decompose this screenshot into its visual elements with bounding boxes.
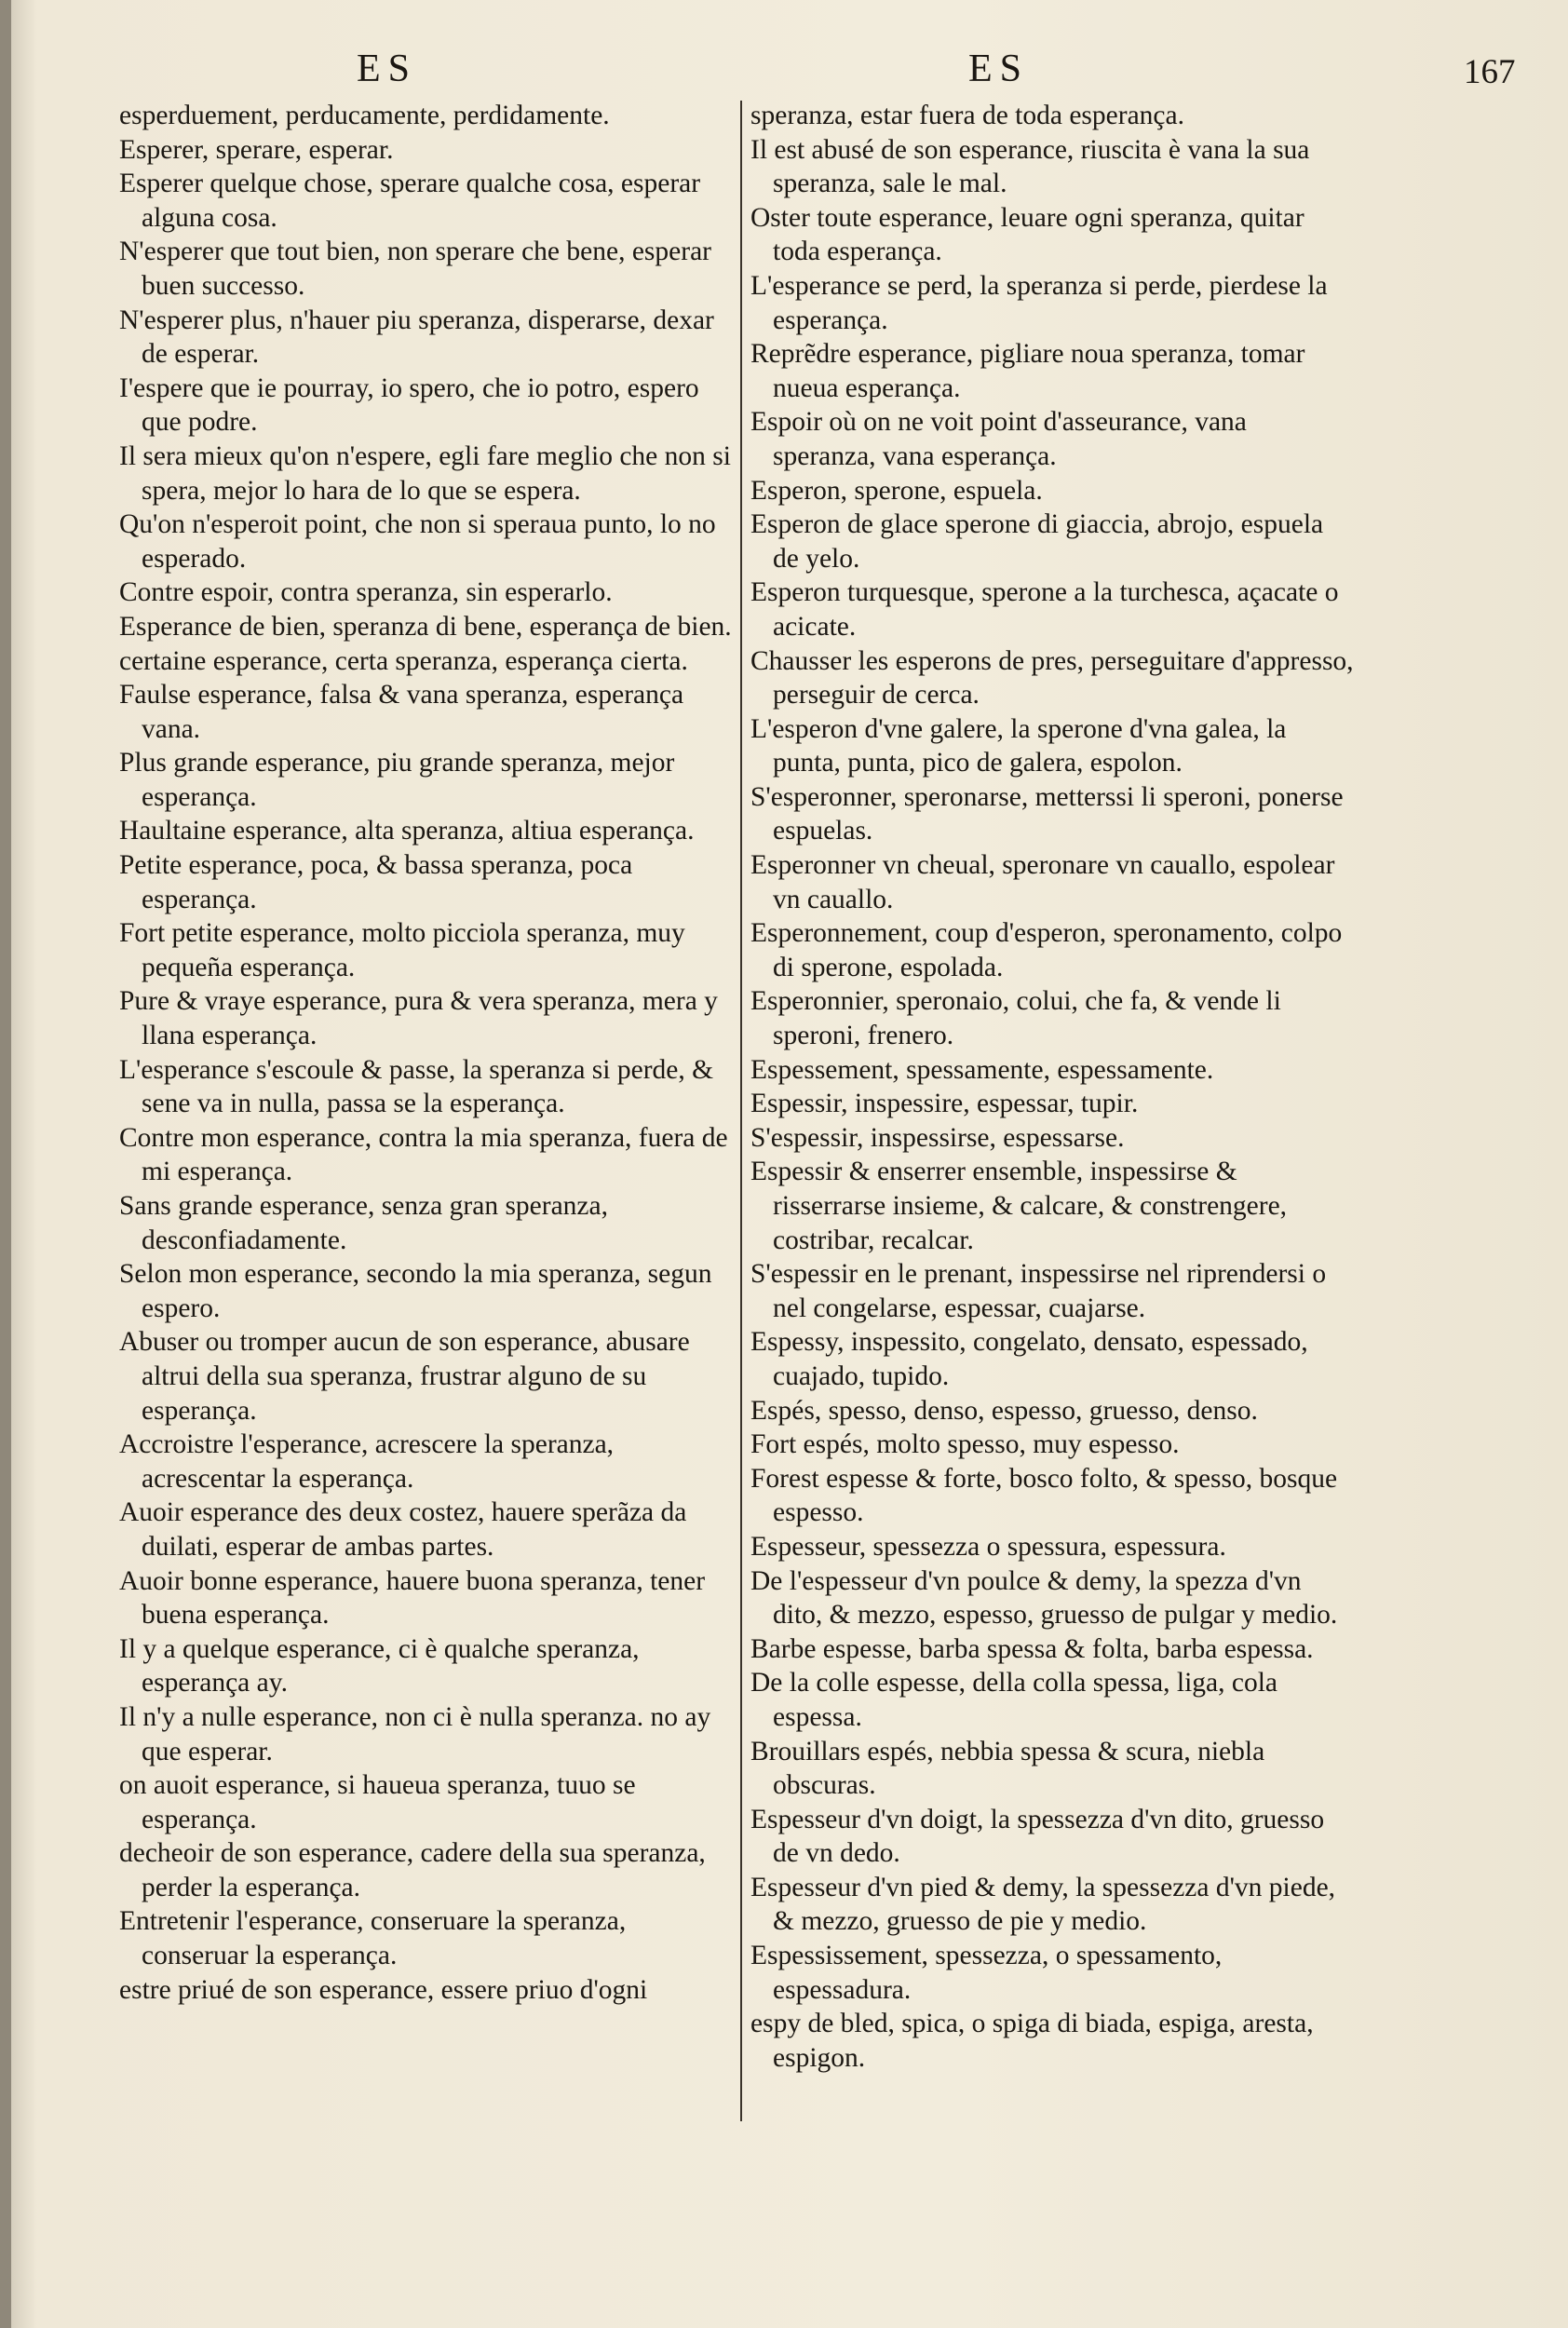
- running-head-right: ES: [968, 47, 1030, 90]
- dictionary-entry: N'esperer que tout bien, non sperare che bene, esperar buen successo.: [119, 237, 711, 301]
- dictionary-entry: espy de bled, spica, o spiga di biada, espiga, aresta, espigon.: [750, 2009, 1314, 2073]
- dictionary-entry: Fort espés, molto spesso, muy espesso.: [750, 1429, 1180, 1460]
- dictionary-entry: Qu'on n'esperoit point, che non si speraua punto, lo no esperado.: [119, 509, 716, 574]
- dictionary-entry: Auoir bonne esperance, hauere buona speranza, tener buena esperança.: [119, 1565, 706, 1631]
- dictionary-entry: Oster toute esperance, leuare ogni speranza, quitar toda esperança.: [750, 202, 1304, 267]
- dictionary-entry: Espoir où on ne voit point d'asseurance, vana speranza, vana esperança.: [750, 407, 1247, 471]
- dictionary-entry: Esperon de glace sperone di giaccia, abrojo, espuela de yelo.: [750, 509, 1324, 574]
- dictionary-entry: L'esperon d'vne galere, la sperone d'vna galea, la punta, punta, pico de galera, espolon.: [750, 713, 1287, 778]
- dictionary-entry: Petite esperance, poca, & bassa speranza, poca esperança.: [119, 850, 633, 914]
- dictionary-entry: Espessir, inspessire, espessar, tupir.: [750, 1089, 1139, 1119]
- dictionary-entry: Esperer quelque chose, sperare qualche cosa, esperar alguna cosa.: [119, 169, 701, 233]
- dictionary-entry: Contre mon esperance, contra la mia speranza, fuera de mi esperança.: [119, 1122, 728, 1187]
- dictionary-entry: Esperonner vn cheual, speronare vn cauallo, espolear vn cauallo.: [750, 850, 1335, 914]
- dictionary-entry: Esperonnier, speronaio, colui, che fa, & vende li speroni, frenero.: [750, 986, 1281, 1051]
- dictionary-entry: esperduement, perducamente, perdidamente.: [119, 101, 610, 130]
- dictionary-entry: Il y a quelque esperance, ci è qualche speranza, esperança ay.: [119, 1633, 640, 1699]
- dictionary-entry: Espesseur d'vn doigt, la spessezza d'vn dito, gruesso de vn dedo.: [750, 1804, 1325, 1869]
- dictionary-entry: Espessy, inspessito, congelato, densato, espessado, cuajado, tupido.: [750, 1327, 1308, 1391]
- dictionary-entry: decheoir de son esperance, cadere della sua speranza, perder la esperança.: [119, 1838, 706, 1902]
- dictionary-entry: Chausser les esperons de pres, perseguitare d'appresso, perseguir de cerca.: [750, 645, 1354, 711]
- dictionary-entry: Espesseur d'vn pied & demy, la spessezza d'vn piede, & mezzo, gruesso de pie y medio.: [750, 1872, 1336, 1937]
- dictionary-entry: Il sera mieux qu'on n'espere, egli fare meglio che non si spera, mejor lo hara de lo que se espera.: [119, 440, 731, 506]
- dictionary-entry: Contre espoir, contra speranza, sin esperarlo.: [119, 577, 613, 608]
- column-rule: [740, 101, 742, 2121]
- dictionary-entry: De la colle espesse, della colla spessa, liga, cola espessa.: [750, 1668, 1278, 1732]
- dictionary-entry: I'espere que ie pourray, io spero, che io potro, espero que podre.: [119, 372, 699, 438]
- dictionary-entry: Espesseur, spessezza o spessura, espessura.: [750, 1531, 1226, 1562]
- dictionary-entry: Brouillars espés, nebbia spessa & scura, niebla obscuras.: [750, 1736, 1265, 1801]
- dictionary-entry: estre priué de son esperance, essere priuo d'ogni: [119, 1974, 648, 2005]
- dictionary-entry: Espés, spesso, denso, espesso, gruesso, denso.: [750, 1395, 1258, 1426]
- dictionary-entry: certaine esperance, certa speranza, esperança cierta.: [119, 645, 688, 676]
- dictionary-entry: Reprẽdre esperance, pigliare noua speranza, tomar nueua esperança.: [750, 339, 1305, 403]
- dictionary-entry: L'esperance se perd, la speranza si perde, pierdese la esperança.: [750, 270, 1328, 335]
- dictionary-entry: Esperance de bien, speranza di bene, esperança de bien.: [119, 611, 732, 642]
- binding-edge: [0, 0, 11, 2328]
- dictionary-entry: Espessir & enserrer ensemble, inspessirse & risserrarse insieme, & calcare, & constrengere, costribar, recalcar.: [750, 1157, 1288, 1255]
- dictionary-entry: Fort petite esperance, molto picciola speranza, muy pequeña esperança.: [119, 918, 685, 982]
- dictionary-entry: Il est abusé de son esperance, riuscita è vana la sua speranza, sale le mal.: [750, 134, 1310, 199]
- dictionary-entry: Accroistre l'esperance, acrescere la speranza, acrescentar la esperança.: [119, 1429, 615, 1494]
- dictionary-entry: Plus grande esperance, piu grande speranza, mejor esperança.: [119, 748, 675, 812]
- dictionary-entry: Selon mon esperance, secondo la mia speranza, segun espero.: [119, 1259, 712, 1323]
- page-number: 167: [1464, 53, 1516, 91]
- dictionary-entry: S'espessir, inspessirse, espessarse.: [750, 1122, 1125, 1153]
- dictionary-entry: speranza, estar fuera de toda esperança.: [750, 101, 1184, 130]
- dictionary-entry: Auoir esperance des deux costez, hauere sperãza da duilati, esperar de ambas partes.: [119, 1497, 687, 1562]
- dictionary-entry: Abuser ou tromper aucun de son esperance, abusare altrui della sua speranza, frustrar alguno de su esperança.: [119, 1327, 690, 1426]
- dictionary-entry: N'esperer plus, n'hauer piu speranza, disperarse, dexar de esperar.: [119, 305, 714, 370]
- dictionary-entry: S'esperonner, speronarse, metterssi li speroni, ponerse espuelas.: [750, 781, 1344, 846]
- dictionary-entry: Esperon, sperone, espuela.: [750, 475, 1043, 506]
- dictionary-entry: Espessement, spessamente, espessamente.: [750, 1054, 1214, 1085]
- dictionary-entry: Esperer, sperare, esperar.: [119, 134, 394, 165]
- running-head-left: ES: [357, 47, 418, 90]
- dictionary-entry: S'espessir en le prenant, inspessirse nel riprendersi o nel congelarse, espessar, cuajarse.: [750, 1259, 1327, 1323]
- dictionary-entry: Pure & vraye esperance, pura & vera speranza, mera y llana esperança.: [119, 986, 718, 1051]
- dictionary-entry: Il n'y a nulle esperance, non ci è nulla speranza. no ay que esperar.: [119, 1701, 711, 1766]
- dictionary-entry: Forest espesse & forte, bosco folto, & spesso, bosque espesso.: [750, 1463, 1338, 1528]
- dictionary-entry: L'esperance s'escoule & passe, la speranza si perde, & sene va in nulla, passa se la esperança.: [119, 1054, 714, 1119]
- left-column: [119, 99, 734, 2007]
- dictionary-entry: Entretenir l'esperance, conseruare la speranza, conseruar la esperança.: [119, 1906, 627, 1971]
- dictionary-entry: on auoit esperance, si haueua speranza, tuuo se esperança.: [119, 1770, 636, 1834]
- dictionary-entry: Esperon turquesque, sperone a la turchesca, açacate o acicate.: [750, 577, 1339, 642]
- dictionary-entry: De l'espesseur d'vn poulce & demy, la spezza d'vn dito, & mezzo, espesso, gruesso de pulgar y medio.: [750, 1565, 1338, 1631]
- right-column: [750, 99, 1356, 2075]
- dictionary-entry: Barbe espesse, barba spessa & folta, barba espessa.: [750, 1633, 1314, 1664]
- dictionary-entry: Espessissement, spessezza, o spessamento, espessadura.: [750, 1941, 1223, 2005]
- dictionary-entry: Faulse esperance, falsa & vana speranza, esperança vana.: [119, 680, 684, 744]
- dictionary-entry: Sans grande esperance, senza gran speranza, desconfiadamente.: [119, 1191, 608, 1255]
- dictionary-entry: Haultaine esperance, alta speranza, altiua esperança.: [119, 816, 695, 846]
- dictionary-entry: Esperonnement, coup d'esperon, speronamento, colpo di sperone, espolada.: [750, 918, 1343, 982]
